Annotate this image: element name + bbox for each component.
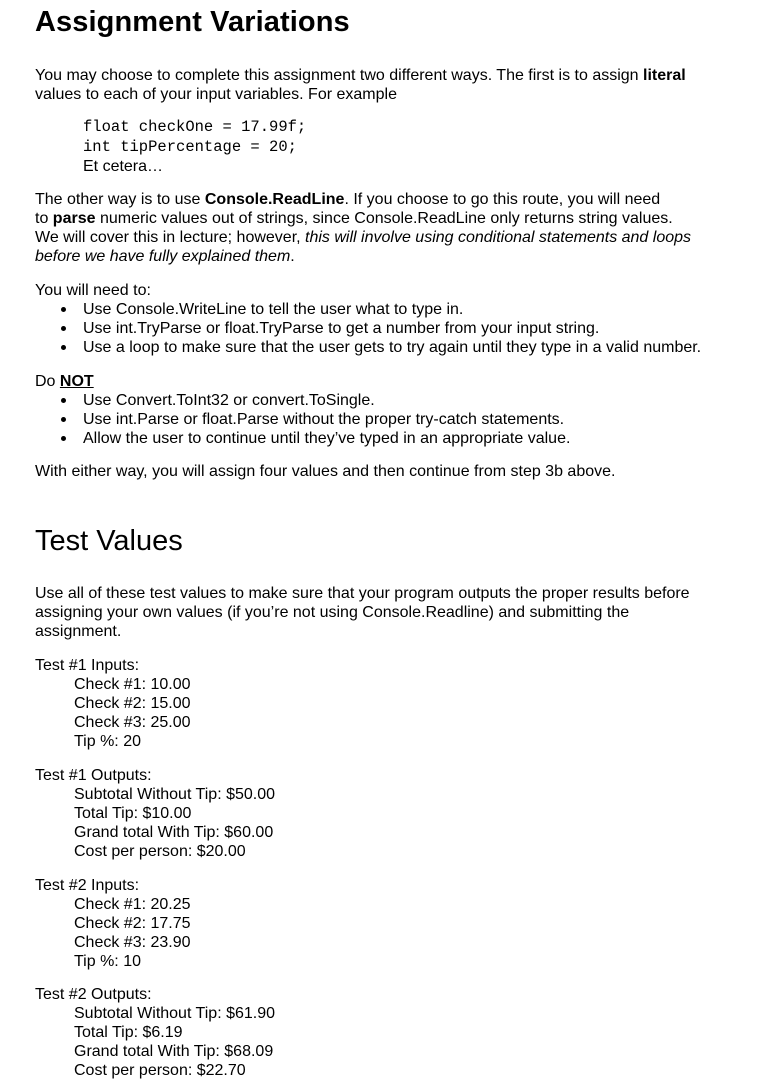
test-value: Total Tip: $10.00 — [74, 805, 192, 822]
intro-paragraph: You may choose to complete this assignment two different ways. The first is to assign literal values to each of your input variables. For example — [35, 67, 686, 103]
test-value: Grand total With Tip: $60.00 — [74, 824, 274, 841]
code-example — [83, 118, 306, 177]
test-value: Check #1: 20.25 — [74, 896, 191, 913]
test-intro-paragraph: Use all of these test values to make sure that your program outputs the proper results before assigning your own values (if you’re not using Console.Readline) and submitting the assignment. — [35, 585, 690, 640]
test-value: Check #2: 17.75 — [74, 915, 191, 932]
test-value: Cost per person: $20.00 — [74, 843, 246, 860]
test-2-inputs — [35, 876, 191, 971]
test-value: Total Tip: $6.19 — [74, 1024, 183, 1041]
code-line: float checkOne = 17.99f; — [83, 118, 307, 136]
test-value: Grand total With Tip: $68.09 — [74, 1043, 274, 1060]
list-item: Allow the user to continue until they’ve typed in an appropriate value. — [35, 429, 570, 448]
test-value: Check #1: 10.00 — [74, 676, 191, 693]
list-item: Use int.Parse or float.Parse without the proper try-catch statements. — [35, 410, 570, 429]
test-label: Test #1 Inputs: — [35, 657, 140, 674]
section-heading-test-values: Test Values — [35, 525, 183, 557]
list-item: Use Console.WriteLine to tell the user what to type in. — [35, 300, 701, 319]
test-value: Subtotal Without Tip: $50.00 — [74, 786, 276, 803]
test-value: Tip %: 10 — [74, 953, 141, 970]
code-line: int tipPercentage = 20; — [83, 137, 297, 156]
do-not-list — [35, 391, 570, 448]
test-2-outputs — [35, 985, 275, 1080]
need-to-label: You will need to: — [35, 282, 151, 299]
test-label: Test #2 Inputs: — [35, 877, 140, 894]
literal-bold: literal — [643, 67, 686, 84]
test-label: Test #2 Outputs: — [35, 986, 152, 1003]
et-cetera: Et cetera… — [83, 158, 164, 175]
need-to-list — [35, 300, 701, 357]
test-value: Check #3: 23.90 — [74, 934, 191, 951]
test-1-inputs — [35, 656, 191, 751]
test-value: Cost per person: $22.70 — [74, 1062, 246, 1079]
test-1-outputs — [35, 766, 275, 861]
test-value: Tip %: 20 — [74, 733, 141, 750]
test-value: Check #2: 15.00 — [74, 695, 191, 712]
list-item: Use a loop to make sure that the user gets to try again until they type in a valid number. — [35, 338, 701, 357]
test-value: Check #3: 25.00 — [74, 714, 191, 731]
test-label: Test #1 Outputs: — [35, 767, 152, 784]
either-way-paragraph: With either way, you will assign four values and then continue from step 3b above. — [35, 463, 616, 480]
do-not-label: Do NOT — [35, 373, 94, 390]
section-heading-assignment-variations: Assignment Variations — [35, 6, 350, 38]
list-item: Use Convert.ToInt32 or convert.ToSingle. — [35, 391, 570, 410]
other-way-paragraph: The other way is to use Console.ReadLine. If you choose to go this route, you will need to parse numeric values out of strings, since Console.ReadLine only returns string values. We will cover this in lecture; however, this will involve using conditional statements and loops before we have fully explained them. — [35, 191, 692, 265]
list-item: Use int.TryParse or float.TryParse to get a number from your input string. — [35, 319, 701, 338]
test-value: Subtotal Without Tip: $61.90 — [74, 1005, 276, 1022]
